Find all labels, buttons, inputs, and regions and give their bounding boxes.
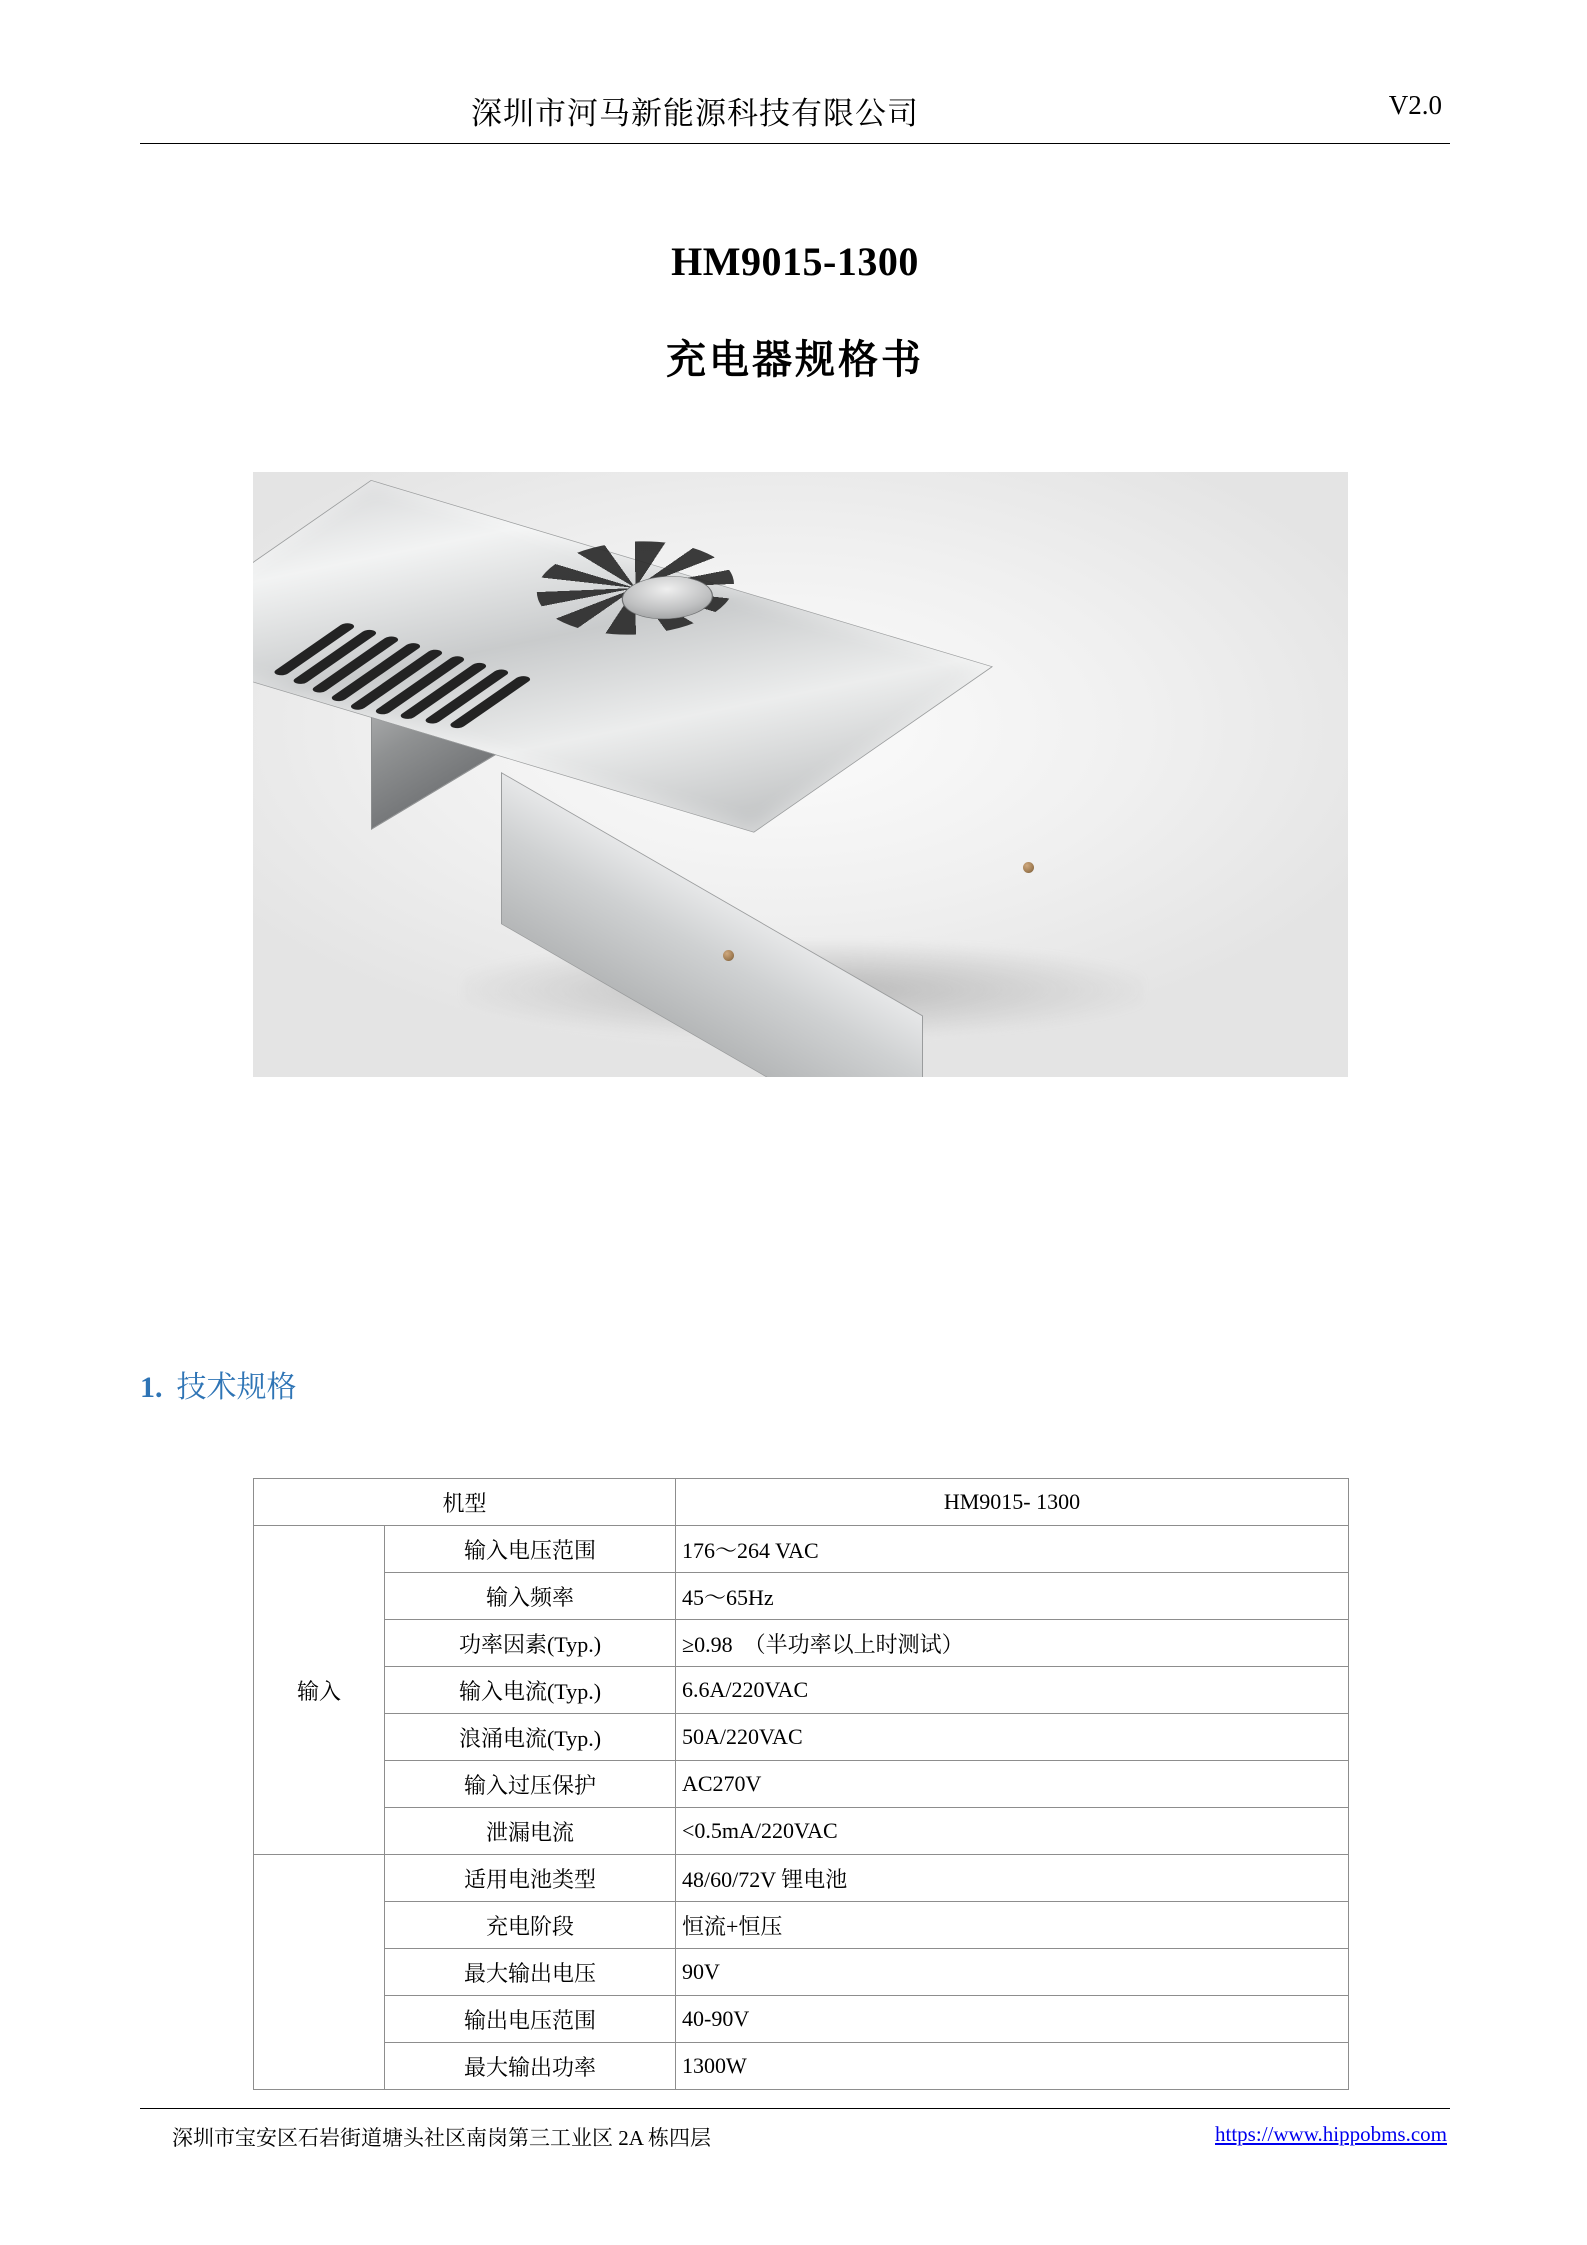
table-row-value: 45～65Hz (676, 1573, 1349, 1620)
table-row-label: 充电阶段 (385, 1902, 676, 1949)
table-row (254, 1526, 1349, 1573)
table-row-value: 48/60/72V 锂电池 (676, 1855, 1349, 1902)
table-row-label: 泄漏电流 (385, 1808, 676, 1855)
table-row-value: 6.6A/220VAC (676, 1667, 1349, 1714)
table-header-value: HM9015- 1300 (676, 1479, 1349, 1526)
table-row-label: 输入电压范围 (385, 1526, 676, 1573)
page-title: HM9015-1300 (671, 239, 919, 284)
footer-divider (140, 2108, 1450, 2109)
table-row-label: 最大输出电压 (385, 1949, 676, 1996)
table-row-label: 适用电池类型 (385, 1855, 676, 1902)
screw-front-left (723, 950, 734, 961)
table-row (254, 1996, 1349, 2043)
table-row-label: 输入频率 (385, 1573, 676, 1620)
table-row-label: 输入过压保护 (385, 1761, 676, 1808)
table-row (254, 1949, 1349, 1996)
footer-website-link[interactable]: https://www.hippobms.com (1215, 2122, 1447, 2146)
table-header-label: 机型 (254, 1479, 676, 1526)
table-group-label: 输入 (254, 1526, 385, 1855)
document-version: V2.0 (1388, 90, 1442, 120)
table-row (254, 1667, 1349, 1714)
table-row-value: 1300W (676, 2043, 1349, 2090)
table-row-value: 90V (676, 1949, 1349, 1996)
table-row-label: 浪涌电流(Typ.) (385, 1714, 676, 1761)
table-row-value: 40-90V (676, 1996, 1349, 2043)
table-row (254, 1761, 1349, 1808)
table-row-value: <0.5mA/220VAC (676, 1808, 1349, 1855)
product-photo (253, 472, 1348, 1077)
table-row (254, 1573, 1349, 1620)
table-row-value: 176～264 VAC (676, 1526, 1349, 1573)
table-row (254, 1620, 1349, 1667)
table-row-label: 输出电压范围 (385, 1996, 676, 2043)
table-row (254, 2043, 1349, 2090)
footer-address: 深圳市宝安区石岩街道塘头社区南岗第三工业区 2A 栋四层 (172, 2126, 712, 2150)
page-subtitle: 充电器规格书 (666, 337, 924, 382)
table-row (254, 1808, 1349, 1855)
table-row-label: 最大输出功率 (385, 2043, 676, 2090)
table-row-value: ≥0.98 （半功率以上时测试） (676, 1620, 1349, 1667)
table-row (254, 1855, 1349, 1902)
table-row-value: 恒流+恒压 (676, 1902, 1349, 1949)
table-group-label (254, 1855, 385, 2090)
section-heading (140, 1362, 297, 1406)
table-row-label: 功率因素(Typ.) (385, 1620, 676, 1667)
page-header (140, 88, 1450, 140)
header-divider (140, 143, 1450, 144)
screw-front-right (1023, 862, 1034, 873)
table-row-value: 50A/220VAC (676, 1714, 1349, 1761)
table-row-label: 输入电流(Typ.) (385, 1667, 676, 1714)
table-row (254, 1902, 1349, 1949)
table-row (254, 1714, 1349, 1761)
section-title: 技术规格 (176, 1371, 297, 1404)
table-header-row (254, 1479, 1349, 1526)
table-row-value: AC270V (676, 1761, 1349, 1808)
spec-table (253, 1478, 1349, 2090)
section-number: 1. (140, 1371, 163, 1404)
company-name: 深圳市河马新能源科技有限公司 (471, 96, 919, 131)
